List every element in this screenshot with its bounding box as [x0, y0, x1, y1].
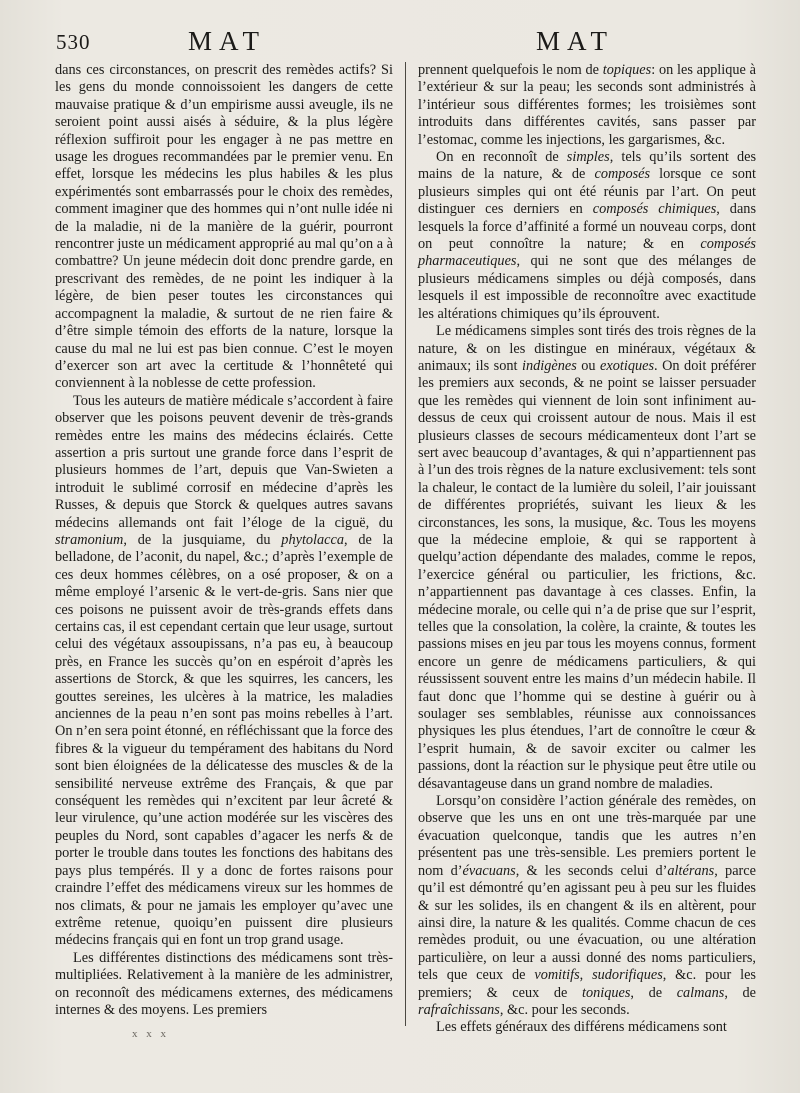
- text-run: : on les applique à l’extérieur & sur la peau; les seconds sont administrés à l’intérieur sous différentes formes; les troisièmes sont introduits dans différentes cavités, sans passer par l’estomac, comme les injections, les gargarismes, &c.: [418, 62, 756, 148]
- italic-term: composés chimiques: [592, 201, 717, 218]
- text-run: ,: [579, 967, 593, 984]
- text-run: , de la jusquiame, du: [123, 531, 282, 548]
- text-run: , &c. pour les premiers; & ceux de: [418, 967, 756, 1001]
- paragraph: [55, 950, 393, 1020]
- paragraph: [418, 323, 756, 793]
- italic-term: indigènes: [521, 357, 577, 374]
- text-run: , de la belladone, de l’aconit, du napel, &c.; d’après l’exemple de ces deux hommes célèbres, on a osé proposer, & on a même employé l’arsenic & le vert-de-gris. Sans nier que ces poisons ne puissent avoir de très-grands effets dans certains cas, il est cependant certain que leur usage, surtout celui des végétaux assoupissans, n’a pas eu, à beaucoup près, en France les succès qu’on en espéroit d’après les assertions de Storck, & que les squirres, les cancers, les gouttes sereines, les ulcères à la matrice, les maladies anciennes de la peau n’en sont pas moins rebelles à l’art. On n’en sera point étonné, en réfléchissant que la force des fibres & la vigueur du tempérament des habitans du Nord sont bien éloignées de la délicatesse des muscles & de la sensibilité nerveuse extrême des Français, & que par conséquent les remèdes qui n’excitent par leur âcreté & leur virulence, qu’une action modérée sur les viscères des peuples du Nord, sont capables d’agacer les nerfs & de porter le trouble dans toutes les fonctions des habitans des pays plus tempérés. Il y a donc de fortes raisons pour craindre l’effet des médicamens vireux sur les hommes de nos climats, & pour ne jamais les employer qu’avec une extrême retenue, quoiqu’en puissent dire plusieurs médecins français qui en font un trop grand usage.: [55, 531, 393, 949]
- text-run: Tous les auteurs de matière médicale s’accordent à faire observer que les poisons peuvent devenir de très-grands remèdes entre les mains des médecins éclairés. Cette assertion a pris surtout une grande force dans l’esprit de plusieurs hommes de l’art, depuis que Van-Swieten a introduit le sublimé corrosif en médecine d’après les Russes, & depuis que Storck & quelques autres savans médecins allemands ont fait l’éloge de la ciguë, du: [55, 392, 393, 531]
- text-run: , de: [724, 984, 757, 1001]
- text-run: lorsque ce sont plusieurs simples qui ont été réunis par l’art. On peut distinguer ces derniers en: [418, 166, 756, 218]
- italic-term: sudorifiques: [592, 967, 663, 984]
- text-run: prennent quelquefois le nom de: [418, 62, 603, 78]
- italic-term: exotiques: [600, 357, 655, 374]
- italic-term: toniques: [581, 984, 631, 1001]
- text-run: . On doit préférer les premiers aux seconds, & ne point se laisser persuader que les remèdes qui viennent de loin sont infiniment au-dessus de ceux qui croissent autour de nous. Mais il est plusieurs classes de secours médicamenteux dont l’art se sert avec beaucoup d’avantages, & qui n’appartiennent pas à l’un des trois règnes de la nature exclusivement: tels sont la chaleur, le contact de la lumière du soleil, l’air jouissant de différentes propriétés, suivant les lieux & les circonstances, les sons, la musique, &c. Tous les moyens que la médecine emploie, & qui se rapportent à quelqu’action dépendante des malades, comme le repos, l’exercice général ou particulier, les frictions, &c. n’appartiennent pas davantage à ces classes. Enfin, la médecine morale, ou celle qui n’a de prise que sur l’esprit, telles que la consolation, la colère, la crainte, & toutes les passions mises en jeu par tous les moyens connus, forment encore un genre de médicamens particuliers, & qui réussissent souvent entre les mains d’un médecin habile. Il faut donc que l’homme qui se destine à guérir ou à soulager ses semblables, réunisse aux connoissances physiques les plus étendues, l’art de connoître le cœur & l’esprit humain, & de savoir exciter ou calmer les passions, dont la réaction sur le physique peut être utile ou désavantageuse dans un grand nombre de maladies.: [418, 357, 757, 792]
- text-run: , qui ne sont que des mélanges de plusieurs médicamens simples ou déjà composés, dans lesquels il est impossible de reconnoître avec exactitude les altérations chimiques qu’ils éprouvent.: [418, 253, 756, 322]
- text-run: dans ces circonstances, on prescrit des remèdes actifs? Si les gens du monde connoissoient les dangers de cette mauvaise pratique & d’un empirisme aussi aveugle, ils ne seroient point aussi aisés à séduire, & la plus légère réflexion suffiroit pour les engager à ne pas mettre en usage les drogues recommandées par le premier venu. En effet, lorsque les médecins les plus habiles & les plus expérimentés sont embarrassés pour le choix des remèdes, comment imaginer que des hommes qui n’ont nulle idée ni de la maladie, ni de la manière de la guérir, pourront rencontrer juste un médicament approprié au mal qu’on a à combattre? Un jeune médecin doit donc prendre garde, en prescrivant des remèdes, de ne point les indiquer à la légère, de bien peser toutes les circonstances qui accompagnent la maladie, & surtout de ne rien faire & d’être simple témoin des efforts de la nature, lorsque la cause du mal ne lui est pas bien connue. C’est le moyen d’exercer son art avec la certitude & l’honnêteté qui conviennent à la noblesse de cette profession.: [55, 62, 393, 392]
- italic-term: vomitifs: [534, 967, 580, 984]
- running-head-left: MAT: [188, 26, 267, 56]
- italic-term: simples: [566, 149, 610, 166]
- text-run: Les effets généraux des différens médicamens sont: [436, 1019, 727, 1036]
- text-run: Les différentes distinctions des médicamens sont très-multipliées. Relativement à la manière de les administrer, on reconnoît des médicamens externes, des médicamens internes & des moyens. Les premiers: [55, 949, 393, 1018]
- signature-mark: x x x: [132, 1028, 169, 1040]
- text-run: , parce qu’il est démontré qu’en agissant peu à peu sur les fluides & sur les solides, ils en changent & ils en altèrent, pour ainsi dire, la nature & les qualités. Comme chacun de ces remèdes produit, ou une évacuation, ou une altération particulière, on leur a aussi donné des noms particuliers, tels que ceux de: [418, 862, 756, 984]
- text-run: , dans lesquels la force d’affinité a formé un nouveau corps, dont on peut connoître la nature; & en: [418, 201, 757, 253]
- left-column: [55, 62, 393, 1019]
- text-run: , &c. pour les seconds.: [499, 1001, 630, 1018]
- page-number: 530: [56, 30, 91, 54]
- italic-term: altérans: [667, 862, 715, 879]
- italic-term: calmans: [676, 984, 725, 1001]
- italic-term: phytolacca: [281, 531, 345, 548]
- italic-term: évacuans: [462, 862, 516, 879]
- italic-term: composés pharmaceutiques: [418, 236, 756, 270]
- paragraph: [55, 393, 393, 950]
- paragraph: [55, 62, 393, 393]
- running-head-right: MAT: [536, 26, 615, 56]
- text-run: Lorsqu’on considère l’action générale des remèdes, on observe que les uns en ont une très-marquée par une évacuation quelconque, tandis que les autres n’en présentent pas une très-sensible. Les premiers portent le nom d’: [418, 793, 756, 879]
- text-run: , tels qu’ils sortent des mains de la nature, & de: [418, 149, 757, 183]
- text-run: , & les seconds celui d’: [515, 862, 668, 879]
- italic-term: topiques: [602, 62, 652, 78]
- text-run: Le médicamens simples sont tirés des trois règnes de la nature, & on les distingue en minéraux, végétaux & animaux; ils sont: [418, 323, 756, 374]
- text-run: On en reconnoît de: [436, 149, 567, 166]
- paragraph: [418, 793, 756, 1019]
- column-divider: [405, 62, 406, 1026]
- right-column: [418, 62, 756, 1037]
- text-run: , de: [630, 984, 677, 1001]
- paragraph: [418, 62, 756, 149]
- italic-term: composés: [594, 166, 651, 183]
- page-header: [0, 26, 800, 60]
- italic-term: rafraîchissans: [418, 1001, 500, 1018]
- paragraph: [418, 1019, 756, 1036]
- italic-term: stramonium: [55, 531, 124, 548]
- paragraph: [418, 149, 756, 323]
- text-run: ou: [576, 357, 601, 374]
